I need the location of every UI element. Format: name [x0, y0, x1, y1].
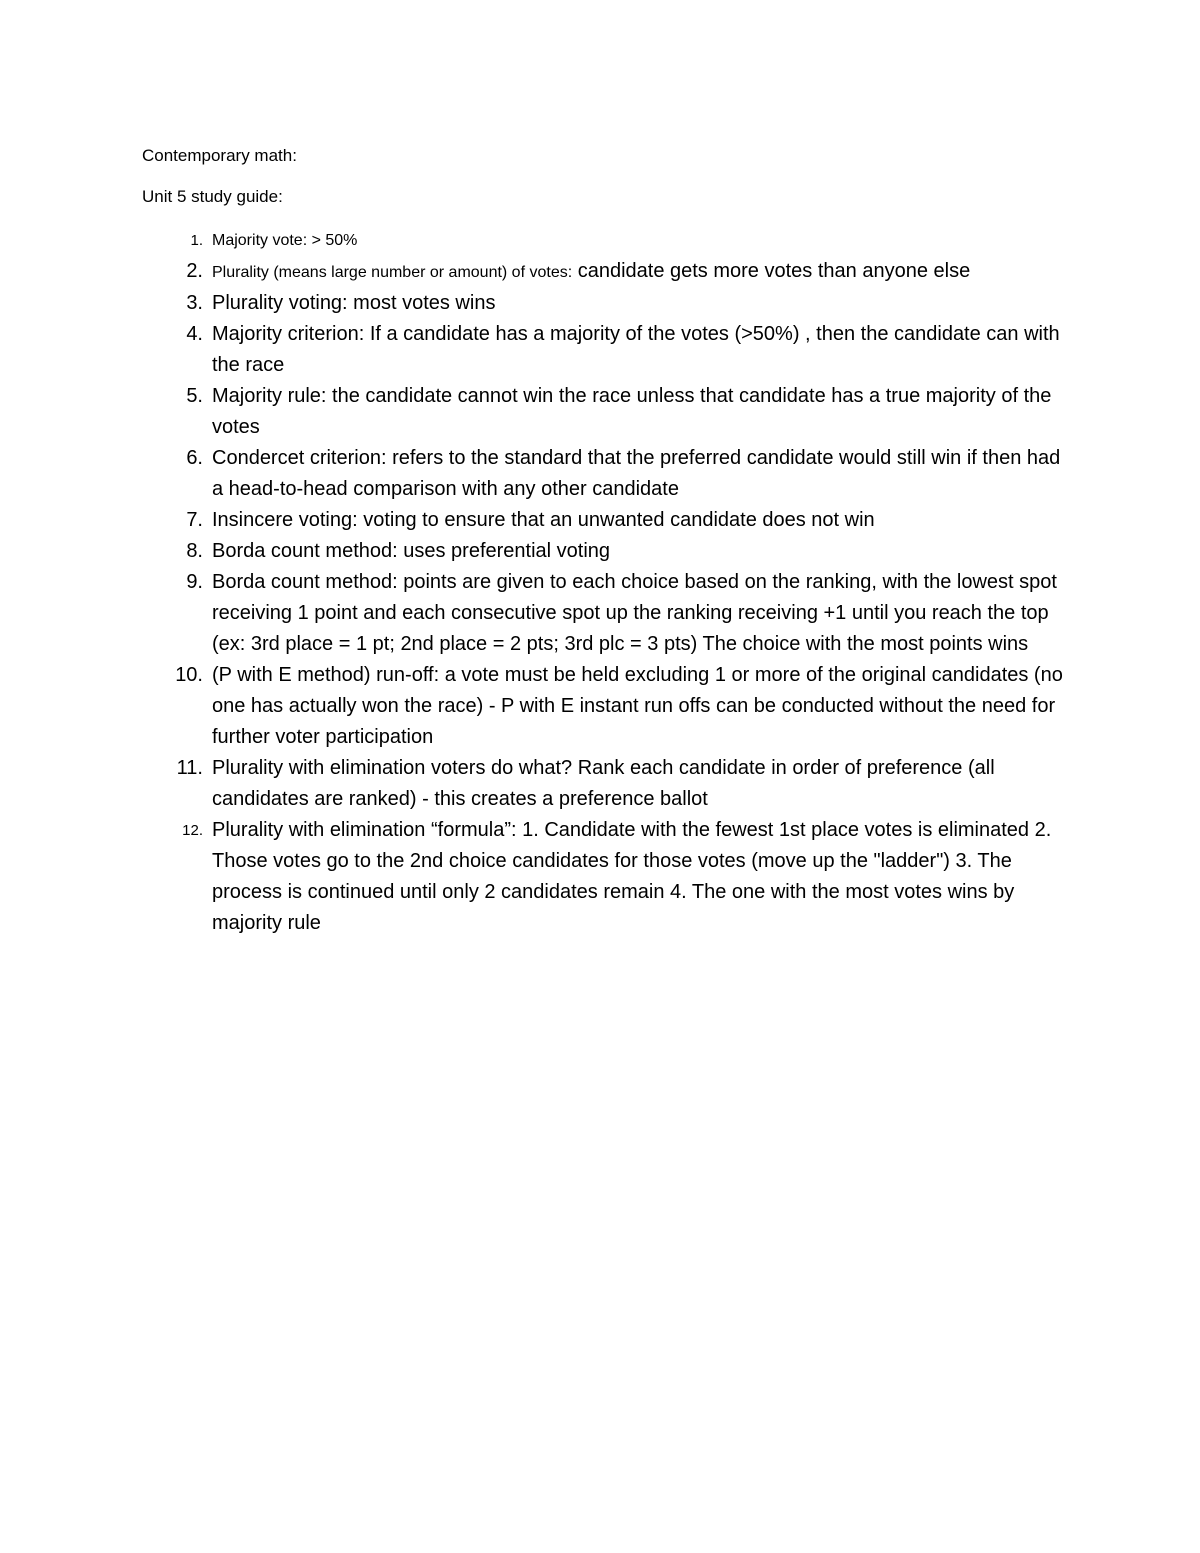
- list-item: [142, 660, 1072, 753]
- list-item-lead: Plurality (means large number or amount) of votes:: [212, 264, 573, 281]
- list-item-number: 9.: [186, 571, 203, 593]
- list-item-number: 1.: [190, 232, 203, 249]
- list-item: [142, 567, 1072, 660]
- list-item-text: Condercet criterion: refers to the standard that the preferred candidate would still win if then had a head-to-head comparison with any other candidate: [212, 447, 1061, 500]
- list-item-number: 3.: [186, 292, 203, 314]
- list-item-rest: candidate gets more votes than anyone else: [572, 260, 971, 282]
- list-item: [142, 319, 1072, 381]
- list-item-number: 12.: [182, 822, 203, 839]
- list-item-number: 5.: [186, 385, 203, 407]
- list-item-number: 7.: [186, 509, 203, 531]
- document-subtitle: Unit 5 study guide:: [142, 187, 283, 206]
- list-item-text: Plurality with elimination “formula”: 1. Candidate with the fewest 1st place votes is eliminated 2. Those votes go to the 2nd choice candidates for those votes (move up the "ladder") 3. The process is continued until only 2 candidates remain 4. The one with the most votes wins by majority rule: [212, 819, 1052, 934]
- list-item: [142, 753, 1072, 815]
- list-item-number: 10.: [175, 664, 203, 686]
- list-item: [142, 505, 1072, 536]
- list-item-text: Majority rule: the candidate cannot win the race unless that candidate has a true majority of the votes: [212, 385, 1052, 438]
- list-item: [142, 288, 1072, 319]
- list-item: [142, 536, 1072, 567]
- list-item-text: Borda count method: uses preferential voting: [212, 540, 611, 562]
- list-item: [142, 225, 1072, 256]
- list-item-number: 4.: [186, 323, 203, 345]
- list-item: [142, 381, 1072, 443]
- list-item-text: Borda count method: points are given to each choice based on the ranking, with the lowest spot receiving 1 point and each consecutive spot up the ranking receiving +1 until you reach the top (ex: 3rd place = 1 pt; 2nd place = 2 pts; 3rd plc = 3 pts) The choice with the most points wins: [212, 571, 1057, 655]
- list-item-text: [212, 256, 1072, 288]
- document-content: [142, 143, 1072, 939]
- list-item-text: Plurality voting: most votes wins: [212, 292, 496, 314]
- study-guide-list: [142, 225, 1072, 939]
- list-item-number: 8.: [186, 540, 203, 562]
- list-item-text: Majority vote: > 50%: [212, 232, 358, 249]
- list-item-number: 2.: [186, 260, 203, 282]
- list-item: [142, 256, 1072, 288]
- list-item: [142, 443, 1072, 505]
- document-title: Contemporary math:: [142, 146, 297, 165]
- list-item-text: Insincere voting: voting to ensure that an unwanted candidate does not win: [212, 509, 875, 531]
- list-item-text: Majority criterion: If a candidate has a majority of the votes (>50%) , then the candidate can with the race: [212, 323, 1060, 376]
- list-item: [142, 815, 1072, 939]
- list-item-number: 11.: [176, 757, 203, 779]
- list-item-text: (P with E method) run-off: a vote must be held excluding 1 or more of the original candidates (no one has actually won the race) - P with E instant run offs can be conducted without the need for further voter participation: [212, 664, 1063, 748]
- list-item-number: 6.: [186, 447, 203, 469]
- list-item-text: Plurality with elimination voters do what? Rank each candidate in order of preference (all candidates are ranked) - this creates a preference ballot: [212, 757, 995, 810]
